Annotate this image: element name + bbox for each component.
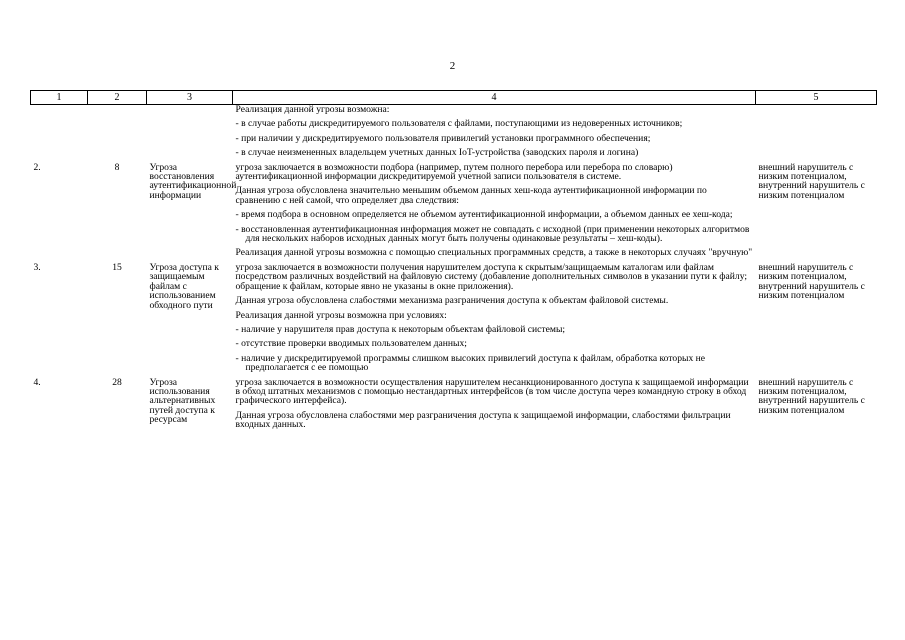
threat-violator: внешний нарушитель с низким потенциалом, внутренний нарушитель с низким потенциалом (758, 161, 865, 201)
description-paragraph: угроза заключается в возможности получения нарушителем доступа к скрытым/защищаемым каталогам или файлам посредством различных воздействий на файловую систему (добавление дополнительных символов в указании пути к файлу; обращение к файлам, которые явно не указаны в окне приложения). (235, 261, 748, 292)
description-bullet: - наличие у дискредитируемой программы слишком высоких привилегий доступа к файлам, обработка которых не предполагается с ее помощью (235, 352, 706, 374)
continuation-name-cell (147, 105, 233, 163)
table-row (31, 263, 877, 378)
description-bullet: - время подбора в основном определяется не объемом аутентификационной информации, а объемом данных ее хеш-кода; (235, 209, 733, 221)
continuation-description-cell (233, 105, 756, 163)
table-row (31, 378, 877, 435)
threat-name: Угроза доступа к защищаемым файлам с использованием обходного пути (149, 261, 219, 311)
threat-description (233, 263, 756, 378)
description-paragraph: Данная угроза обусловлена слабостями мер разграничения доступа к защищаемой информации, слабостями фильтрации входных данных. (235, 409, 731, 431)
threat-description (233, 378, 756, 435)
description-bullet: - при наличии у дискредитируемого пользователя привилегий установки программного обеспечения; (235, 132, 651, 144)
threat-id: 28 (112, 376, 122, 388)
column-header-5: 5 (756, 91, 877, 105)
continuation-id-cell (88, 105, 147, 163)
threat-number: 3. (33, 261, 41, 273)
table-header-row (31, 91, 877, 105)
threat-violator: внешний нарушитель с низким потенциалом, внутренний нарушитель с низким потенциалом (758, 376, 865, 416)
column-header-4: 4 (233, 91, 756, 105)
description-paragraph: Реализация данной угрозы возможна при условиях: (235, 309, 447, 321)
threat-number: 4. (33, 376, 41, 388)
description-paragraph: Данная угроза обусловлена значительно меньшим объемом данных хеш-кода аутентификационной информации по сравнению с ней самой, что определяет два следствия: (235, 185, 707, 206)
threat-number: 2. (33, 161, 41, 173)
description-paragraph: угроза заключается в возможности подбора (например, путем полного перебора или перебора по словарю) аутентификационной информации дискредитируемой учетной записи пользователя в системе. (235, 161, 673, 183)
continuation-violator-cell (756, 105, 877, 163)
column-header-3: 3 (147, 91, 233, 105)
description-bullet: - наличие у нарушителя прав доступа к некоторым объектам файловой системы; (235, 323, 566, 335)
description-paragraph: Реализация данной угрозы возможна с помощью специальных программных средств, а также в некоторых случаях "вручную" (235, 247, 753, 259)
column-header-1: 1 (31, 91, 88, 105)
description-paragraph: Данная угроза обусловлена слабостями механизма разграничения доступа к объектам файловой системы. (235, 295, 669, 307)
description-paragraph: Реализация данной угрозы возможна: (235, 104, 390, 115)
threat-name: Угроза восстановления аутентификационной информации (149, 161, 237, 201)
table-row (31, 163, 877, 263)
threat-name: Угроза использования альтернативных путей доступа к ресурсам (149, 376, 216, 426)
threat-description (233, 163, 756, 263)
continuation-num-cell (31, 105, 88, 163)
threat-violator: внешний нарушитель с низким потенциалом, внутренний нарушитель с низким потенциалом (758, 261, 865, 302)
continuation-row (31, 105, 877, 163)
description-bullet: - в случае неизмененных владельцем учетных данных IoT-устройства (заводских пароля и логина) (235, 147, 639, 159)
threat-table (30, 90, 877, 435)
threat-id: 8 (114, 161, 120, 173)
page-number: 2 (449, 60, 456, 72)
description-bullet: - отсутствие проверки вводимых пользователем данных; (235, 338, 467, 350)
description-bullet: - в случае работы дискредитируемого пользователя с файлами, поступающими из недоверенных источников; (235, 118, 683, 130)
threat-id: 15 (112, 261, 122, 273)
description-bullet: - восстановленная аутентификационная информация может не совпадать с исходной (при применении некоторых алгоритмов для нескольких наборов исходных данных могут быть получены одинаковые результаты – хеш-коды). (235, 223, 750, 245)
description-paragraph: угроза заключается в возможности осуществления нарушителем несанкционированного доступа к защищаемой информации в обход штатных механизмов с помощью нестандартных интерфейсов (в том числе доступа через командную строку в обход графического интерфейса). (235, 376, 749, 407)
column-header-2: 2 (88, 91, 147, 105)
